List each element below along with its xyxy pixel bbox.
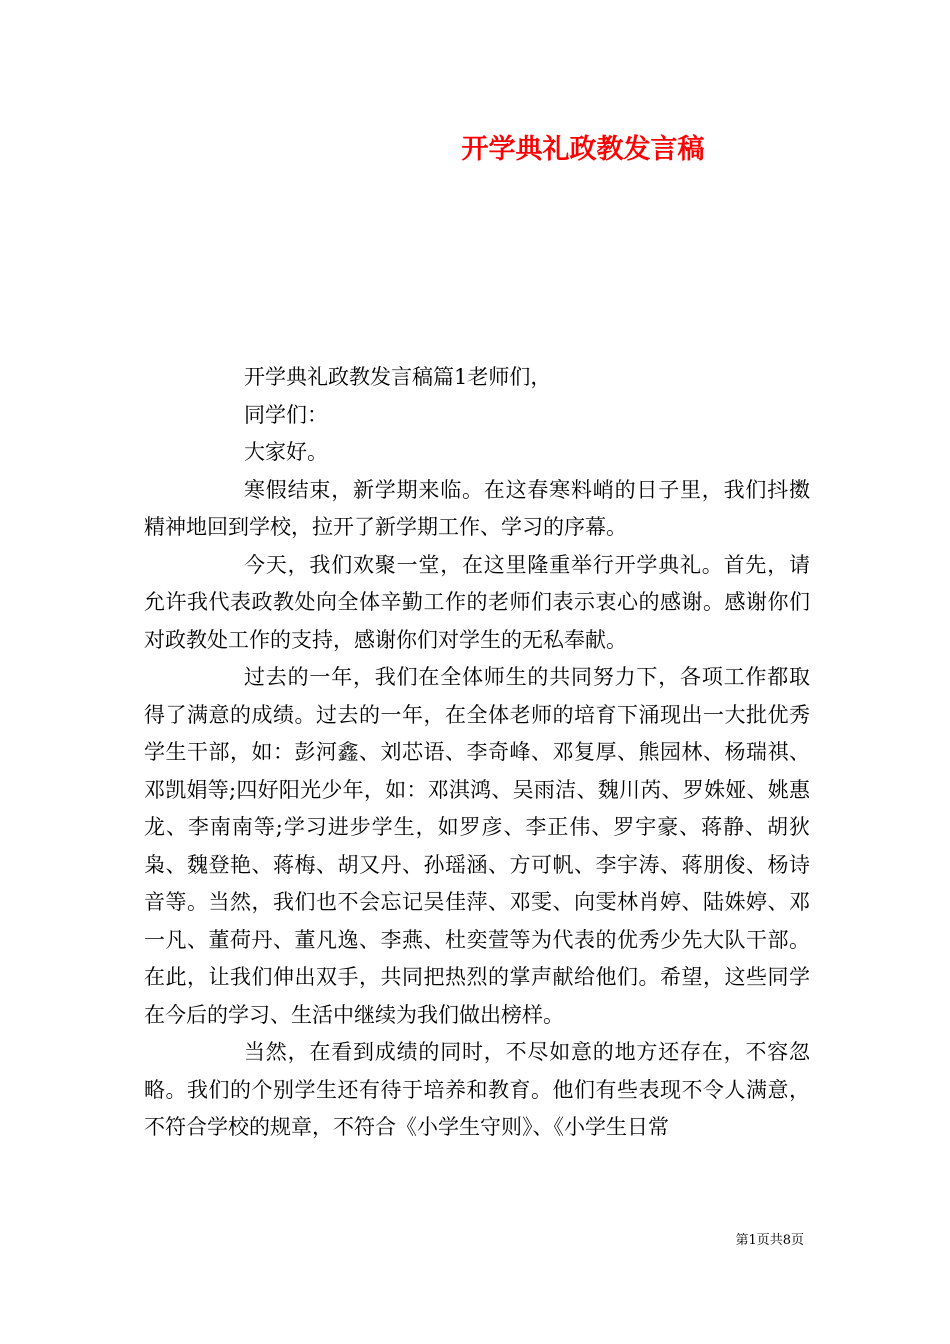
paragraph-1: 开学典礼政教发言稿篇1老师们， — [244, 365, 552, 389]
document-title: 开学典礼政教发言稿 — [461, 134, 705, 165]
paragraph-7: 当然，在看到成绩的同时，不尽如意的地方还存在，不容忽略。我们的个别学生还有待于培养和教育。他们有些表现不令人满意，不符合学校的规章，不符合《小学生守则》、《小学生日常 — [144, 1040, 810, 1139]
page-number-footer: 第1页共8页 — [735, 1233, 804, 1248]
paragraph-3: 大家好。 — [244, 440, 328, 464]
paragraph-6: 过去的一年，我们在全体师生的共同努力下，各项工作都取得了满意的成绩。过去的一年，在全体老师的培育下涌现出一大批优秀学生干部，如：彭河鑫、刘芯语、李奇峰、邓复厚、熊园林、杨瑞祺、邓凯娟等;四好阳光少年，如：邓淇鸿、吴雨洁、魏川芮、罗姝娅、姚惠龙、李南南等;学习进步学生，如罗彦、李正伟、罗宇豪、蒋静、胡狄枭、魏登艳、蒋梅、胡又丹、孙瑶涵、方可帆、李宇涛、蒋朋俊、杨诗音等。当然，我们也不会忘记吴佳萍、邓雯、向雯林肖婷、陆姝婷、邓一凡、董荷丹、董凡逸、李燕、杜奕萱等为代表的优秀少先大队干部。在此，让我们伸出双手，共同把热烈的掌声献给他们。希望，这些同学在今后的学习、生活中继续为我们做出榜样。 — [144, 665, 810, 1027]
document-body — [144, 359, 810, 1147]
paragraph-2: 同学们： — [244, 402, 328, 427]
paragraph-5: 今天，我们欢聚一堂，在这里隆重举行开学典礼。首先，请允许我代表政教处向全体辛勤工作的老师们表示衷心的感谢。感谢你们对政教处工作的支持，感谢你们对学生的无私奉献。 — [144, 552, 810, 652]
paragraph-4: 寒假结束，新学期来临。在这春寒料峭的日子里，我们抖擞精神地回到学校，拉开了新学期工作、学习的序幕。 — [144, 477, 810, 539]
